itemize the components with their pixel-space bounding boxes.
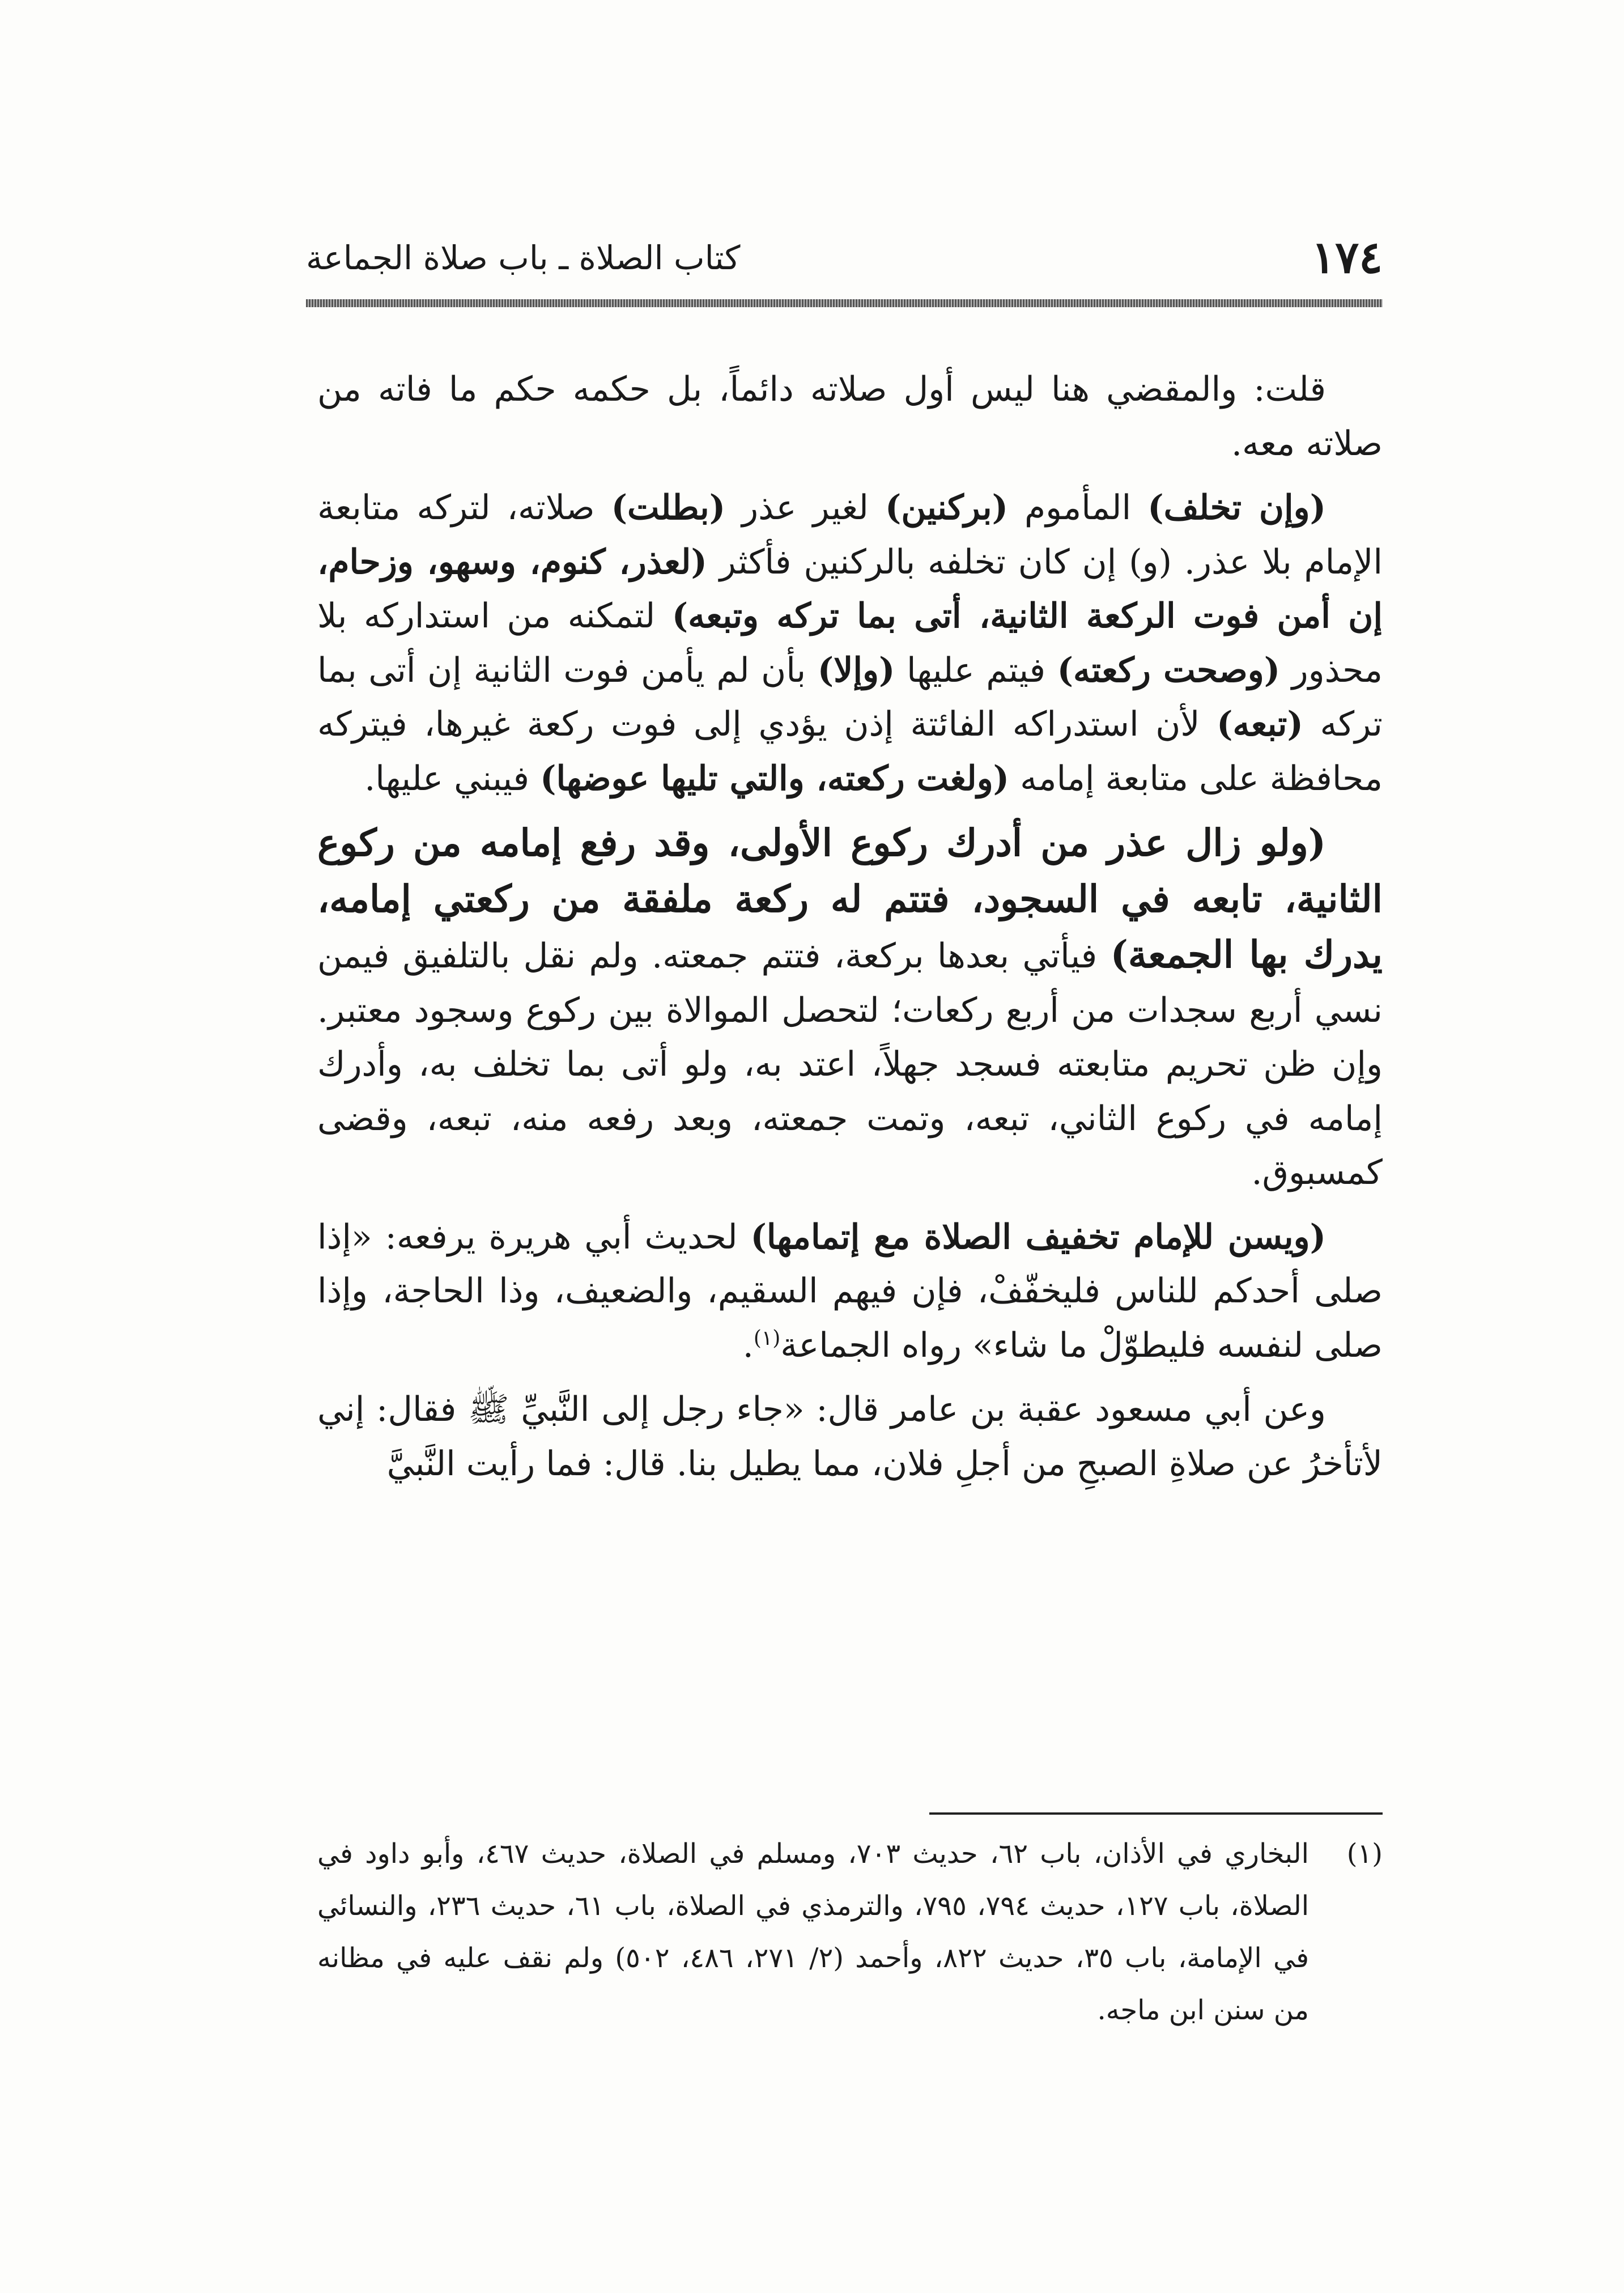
text-run: لتمكنه من استداركه بلا محذور: [317, 596, 1383, 690]
paragraph-4: [317, 1211, 1383, 1373]
page-number: ١٧٤: [1311, 232, 1383, 283]
footnote-text: البخاري في الأذان، باب ٦٢، حديث ٧٠٣، ومسلم في الصلاة، حديث ٤٦٧، وأبو داود في الصلاة، باب ١٢٧، حديث ٧٩٤، ٧٩٥، والترمذي في الصلاة، باب ٦١، حديث ٢٣٦، والنسائي في الإمامة، باب ٣٥، حديث ٨٢٢، وأحمد (٢/ ٢٧١، ٤٨٦، ٥٠٢) ولم نقف عليه في مظانه من سنن ابن ماجه.: [317, 1838, 1310, 2026]
footnote-reference: (١): [753, 1326, 781, 1350]
text-run: صلاته، لتركه متابعة الإمام بلا عذر. (و) إن كان تخلفه بالركنين فأكثر: [317, 488, 1383, 582]
footnotes: [317, 1828, 1383, 2036]
header-divider: [306, 299, 1383, 307]
bold-phrase: (ولو زال عذر من أدرك ركوع الأولى، وقد رفع إمامه من ركوع الثانية، تابعه في السجود، فتتم له ركعة ملفقة من ركعتي إمامه، يدرك بها الجمعة): [317, 821, 1383, 976]
paragraph-3: [317, 816, 1383, 1200]
bold-phrase: (وإلا): [817, 650, 895, 690]
paragraph-5: وعن أبي مسعود عقبة بن عامر قال: «جاء رجل إلى النَّبيِّ ﷺ فقال: إني لأتأخرُ عن صلاةِ الصبحِ من أجلِ فلان، مما يطيل بنا. قال: فما رأيت النَّبيَّ: [317, 1390, 1383, 1484]
main-text: [317, 363, 1383, 1491]
footnote: [317, 1828, 1383, 2036]
text-run: .: [742, 1325, 754, 1365]
page-header: [306, 227, 1383, 289]
bold-phrase: (وصحت ركعته): [1057, 650, 1281, 690]
paragraph-1: قلت: والمقضي هنا ليس أول صلاته دائماً، بل حكمه حكم ما فاته من صلاته معه.: [317, 370, 1383, 464]
paragraph-2: [317, 481, 1383, 806]
bold-phrase: (بركنين): [885, 488, 1008, 528]
text-run: لحديث أبي هريرة يرفعه: «إذا صلى أحدكم للناس فليخفّفْ، فإن فيهم السقيم، والضعيف، وذا الحاجة، وإذا صلى لنفسه فليطوّلْ ما شاء» رواه الجماعة: [317, 1217, 1383, 1365]
bold-phrase: (بطلت): [611, 488, 726, 528]
text-run: فيبني عليها.: [364, 758, 541, 799]
running-title: كتاب الصلاة ـ باب صلاة الجماعة: [306, 239, 741, 277]
text-run: المأموم: [1007, 488, 1148, 528]
text-run: فيأتي بعدها بركعة، فتتم جمعته. ولم نقل بالتلفيق فيمن نسي أربع سجدات من أربع ركعات؛ لتحصل الموالاة بين ركوع وسجود معتبر. وإن ظن تحريم متابعته فسجد جهلاً، اعتد به، ولو أتى بما تخلف به، وأدرك إمامه في ركوع الثاني، تبعه، وتمت جمعته، وبعد رفعه منه، تبعه، وقضى كمسبوق.: [317, 936, 1383, 1192]
text-run: لغير عذر: [725, 488, 885, 528]
bold-phrase: (لعذر، كنوم، وسهو، وزحام، إن أمن فوت الركعة الثانية، أتى بما تركه وتبعه): [317, 542, 1383, 636]
text-run: لأن استدراكه الفائتة إذن يؤدي إلى فوت ركعة غيرها، فيتركه محافظة على متابعة إمامه: [317, 704, 1383, 799]
text-run: بأن لم يأمن فوت الثانية إن أتى بما تركه: [317, 650, 1383, 744]
bold-phrase: (تبعه): [1217, 704, 1303, 744]
bold-phrase: (وإن تخلف): [1147, 488, 1326, 528]
bold-phrase: (ويسن للإمام تخفيف الصلاة مع إتمامها): [750, 1217, 1326, 1257]
bold-phrase: (ولغت ركعته، والتي تليها عوضها): [540, 758, 1010, 799]
footnote-divider: [929, 1812, 1383, 1815]
text-run: فيتم عليها: [895, 650, 1057, 690]
footnote-marker: (١): [1346, 1838, 1383, 1870]
